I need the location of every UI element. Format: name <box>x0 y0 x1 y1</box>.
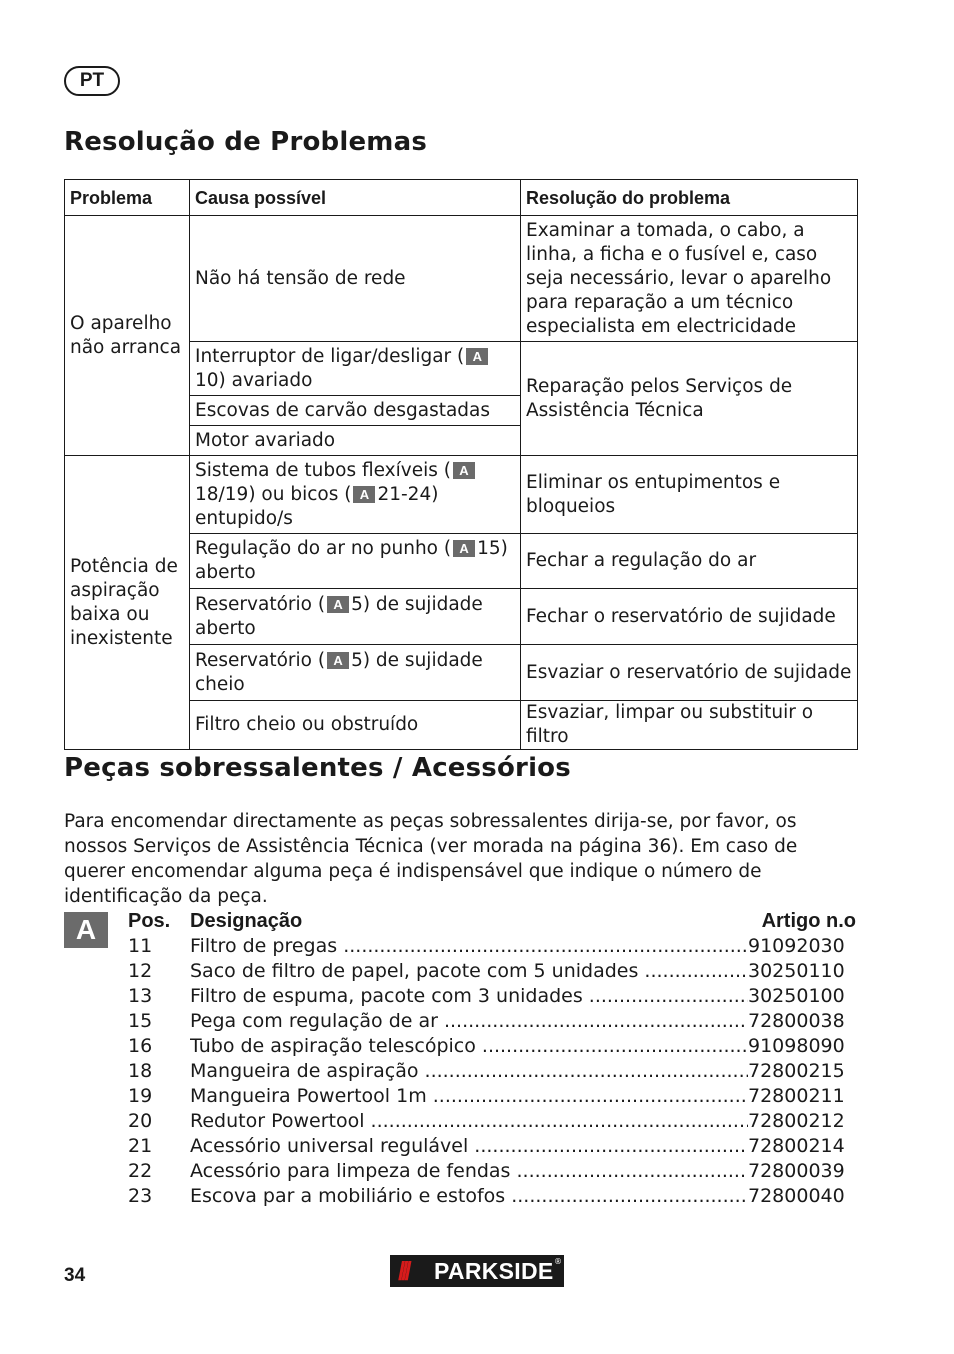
part-article: 72800214 <box>748 1135 845 1157</box>
part-pos: 18 <box>128 1060 153 1082</box>
logo-registered: ® <box>554 1257 562 1266</box>
problem-cell: Potência de aspiração baixa ou inexistente <box>65 456 190 750</box>
part-pos: 21 <box>128 1135 153 1157</box>
cause-cell: Motor avariado <box>190 426 521 456</box>
part-article: 30250110 <box>748 960 845 982</box>
part-article: 72800039 <box>748 1160 845 1182</box>
part-article: 72800040 <box>748 1185 845 1207</box>
spare-parts-intro: Para encomendar directamente as peças sobressalentes dirija-se, por favor, os nossos Serviços de Assistência Técnica (ver morada na página 36). Em caso de querer encomendar alguma peça é indispensável que indique o número de identificação da peça. <box>64 811 798 907</box>
cause-text: Sistema de tubos flexíveis ( <box>195 459 451 481</box>
solution-cell: Esvaziar, limpar ou substituir o filtro <box>521 701 858 750</box>
part-designation: Filtro de espuma, pacote com 3 unidades ..... <box>190 984 748 1009</box>
list-item <box>128 1009 858 1034</box>
cause-cell <box>190 534 521 589</box>
part-designation: Redutor Powertool ..... <box>190 1109 748 1134</box>
part-article: 30250100 <box>748 985 845 1007</box>
part-article: 72800212 <box>748 1110 845 1132</box>
figure-ref-badge: A <box>453 462 475 479</box>
part-pos: 11 <box>128 935 153 957</box>
part-article: 72800211 <box>748 1085 845 1107</box>
cause-text: 21-24) entupido/s <box>195 483 439 529</box>
language-badge: PT <box>64 66 120 96</box>
part-pos: 12 <box>128 960 153 982</box>
solution-cell: Fechar o reservatório de sujidade <box>521 589 858 645</box>
list-item <box>128 959 858 984</box>
part-article: 91092030 <box>748 935 845 957</box>
page-number: 34 <box>64 1265 86 1286</box>
header-solution: Resolução do problema <box>521 180 858 216</box>
logo-slashes: /// <box>398 1255 408 1286</box>
cause-cell: Não há tensão de rede <box>190 216 521 342</box>
header-article: Artigo n.o <box>761 910 856 932</box>
part-designation: Tubo de aspiração telescópico ..... <box>190 1034 748 1059</box>
list-item <box>128 984 858 1009</box>
section-title-troubleshooting: Resolução de Problemas <box>64 127 427 157</box>
problem-cell: O aparelho não arranca <box>65 216 190 456</box>
list-item <box>128 1034 858 1059</box>
part-pos: 23 <box>128 1185 153 1207</box>
part-pos: 20 <box>128 1110 153 1132</box>
parts-list <box>128 909 858 1209</box>
cause-text: Reservatório ( <box>195 593 326 615</box>
part-designation: Pega com regulação de ar ..... <box>190 1009 748 1034</box>
part-pos: 15 <box>128 1010 153 1032</box>
part-designation: Mangueira de aspiração ..... <box>190 1059 748 1084</box>
troubleshooting-table <box>64 179 858 750</box>
cause-text: 18/19) ou bicos ( <box>195 483 352 505</box>
cause-cell <box>190 589 521 645</box>
part-designation: Acessório para limpeza de fendas ..... <box>190 1159 748 1184</box>
part-pos: 13 <box>128 985 153 1007</box>
cause-text: 10) avariado <box>195 369 313 391</box>
cause-text: 5) de sujidade cheio <box>195 649 483 695</box>
cause-cell <box>190 342 521 396</box>
part-pos: 19 <box>128 1085 153 1107</box>
solution-cell: Examinar a tomada, o cabo, a linha, a ficha e o fusível e, caso seja necessário, levar o aparelho para reparação a um técnico especialista em electricidade <box>521 216 858 342</box>
figure-ref-badge: A <box>466 348 488 365</box>
section-title-spare-parts: Peças sobressalentes / Acessórios <box>64 753 571 783</box>
part-pos: 16 <box>128 1035 153 1057</box>
list-item <box>128 1184 858 1209</box>
cause-text: 5) de sujidade aberto <box>195 593 483 639</box>
cause-text: 15) aberto <box>195 538 508 583</box>
list-item <box>128 1059 858 1084</box>
header-cause: Causa possível <box>190 180 521 216</box>
figure-ref-badge: A <box>453 540 475 557</box>
figure-ref-badge: A <box>353 486 375 503</box>
parts-header <box>128 909 858 934</box>
part-designation: Filtro de pregas ..... <box>190 934 748 959</box>
cause-cell <box>190 456 521 534</box>
list-item <box>128 1134 858 1159</box>
table-header-row <box>65 180 858 216</box>
solution-cell: Fechar a regulação do ar <box>521 534 858 589</box>
cause-cell: Escovas de carvão desgastadas <box>190 396 521 426</box>
part-pos: 22 <box>128 1160 153 1182</box>
figure-ref-badge-large: A <box>64 912 108 948</box>
header-designation: Designação <box>190 910 303 932</box>
list-item <box>128 1109 858 1134</box>
cause-text: Regulação do ar no punho ( <box>195 538 452 559</box>
part-article: 72800038 <box>748 1010 845 1032</box>
solution-cell: Eliminar os entupimentos e bloqueios <box>521 456 858 534</box>
solution-cell: Reparação pelos Serviços de Assistência Técnica <box>521 342 858 456</box>
part-designation: Mangueira Powertool 1m ..... <box>190 1084 748 1109</box>
list-item <box>128 934 858 959</box>
header-problem: Problema <box>65 180 190 216</box>
part-designation: Acessório universal regulável ..... <box>190 1134 748 1159</box>
cause-text: Interruptor de ligar/desligar ( <box>195 345 465 367</box>
logo-text: PARKSIDE <box>434 1257 554 1284</box>
cause-cell <box>190 645 521 701</box>
cause-cell: Filtro cheio ou obstruído <box>190 701 521 750</box>
figure-ref-badge: A <box>327 596 349 613</box>
list-item <box>128 1084 858 1109</box>
table-row <box>65 216 858 342</box>
figure-ref-badge: A <box>327 652 349 669</box>
parkside-logo <box>390 1255 564 1287</box>
cause-text: Reservatório ( <box>195 649 326 671</box>
part-designation: Escova par a mobiliário e estofos ..... <box>190 1184 748 1209</box>
part-designation: Saco de filtro de papel, pacote com 5 unidades ..... <box>190 959 748 984</box>
list-item <box>128 1159 858 1184</box>
part-article: 91098090 <box>748 1035 845 1057</box>
header-pos: Pos. <box>128 910 171 932</box>
table-row <box>65 456 858 534</box>
solution-cell: Esvaziar o reservatório de sujidade <box>521 645 858 701</box>
part-article: 72800215 <box>748 1060 845 1082</box>
